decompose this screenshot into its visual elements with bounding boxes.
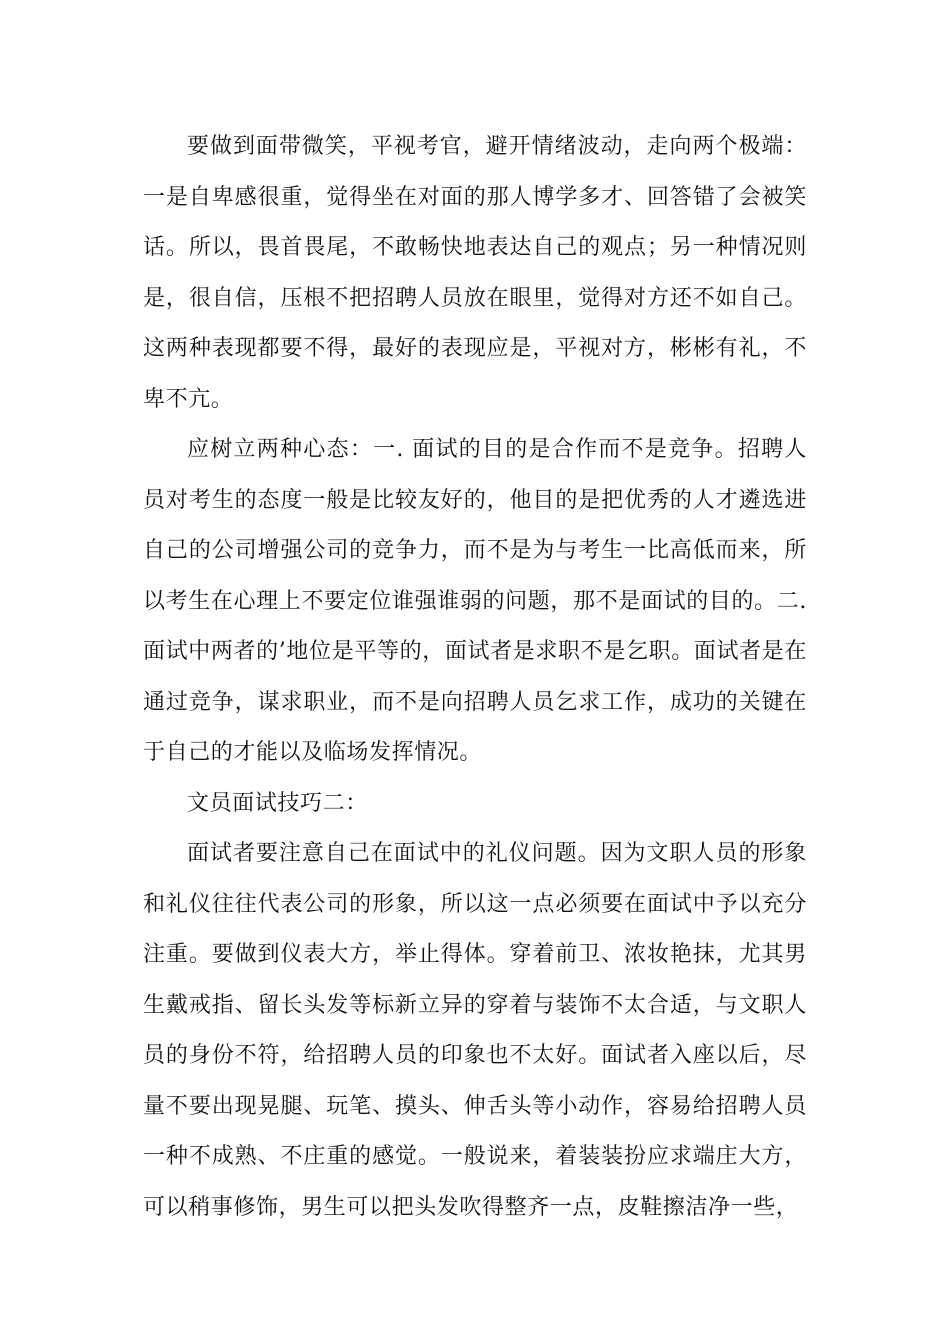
section-heading-tips-two: 文员面试技巧二：: [187, 790, 368, 816]
paragraph-etiquette: 面试者要注意自己在面试中的礼仪问题。因为文职人员的形象和礼仪往往代表公司的形象，所以这一点必须要在面试中予以充分注重。要做到仪表大方，举止得体。穿着前卫、浓妆艳抹，尤其男生戴戒指、留长头发等标新立异的穿着与装饰不太合适，与文职人员的身份不符，给招聘人员的印象也不太好。面试者入座以后，尽量不要出现晃腿、玩笔、摸头、伸舌头等小动作，容易给招聘人员一种不成熟、不庄重的感觉。一般说来，着装装扮应求端庄大方，可以稍事修饰，男生可以把头发吹得整齐一点，皮鞋擦洁净一些，: [143, 841, 807, 1220]
paragraph-composure: 要做到面带微笑，平视考官，避开情绪波动，走向两个极端：一是自卑感很重，觉得坐在对面的那人博学多才、回答错了会被笑话。所以，畏首畏尾，不敢畅快地表达自己的观点；另一种情况则是，很自信，压根不把招聘人员放在眼里，觉得对方还不如自己。这两种表现都要不得，最好的表现应是，平视对方，彬彬有礼，不卑不亢。: [143, 134, 807, 412]
paragraph-mindset: 应树立两种心态：一. 面试的目的是合作而不是竞争。招聘人员对考生的态度一般是比较友好的，他目的是把优秀的人才遴选进自己的公司增强公司的竞争力，而不是为与考生一比高低而来，所以考生在心理上不要定位谁强谁弱的问题，那不是面试的目的。二. 面试中两者的’地位是平等的，面试者是求职不是乞职。面试者是在通过竞争，谋求职业，而不是向招聘人员乞求工作，成功的关键在于自己的才能以及临场发挥情况。: [143, 437, 807, 765]
document-body: [143, 122, 807, 1233]
